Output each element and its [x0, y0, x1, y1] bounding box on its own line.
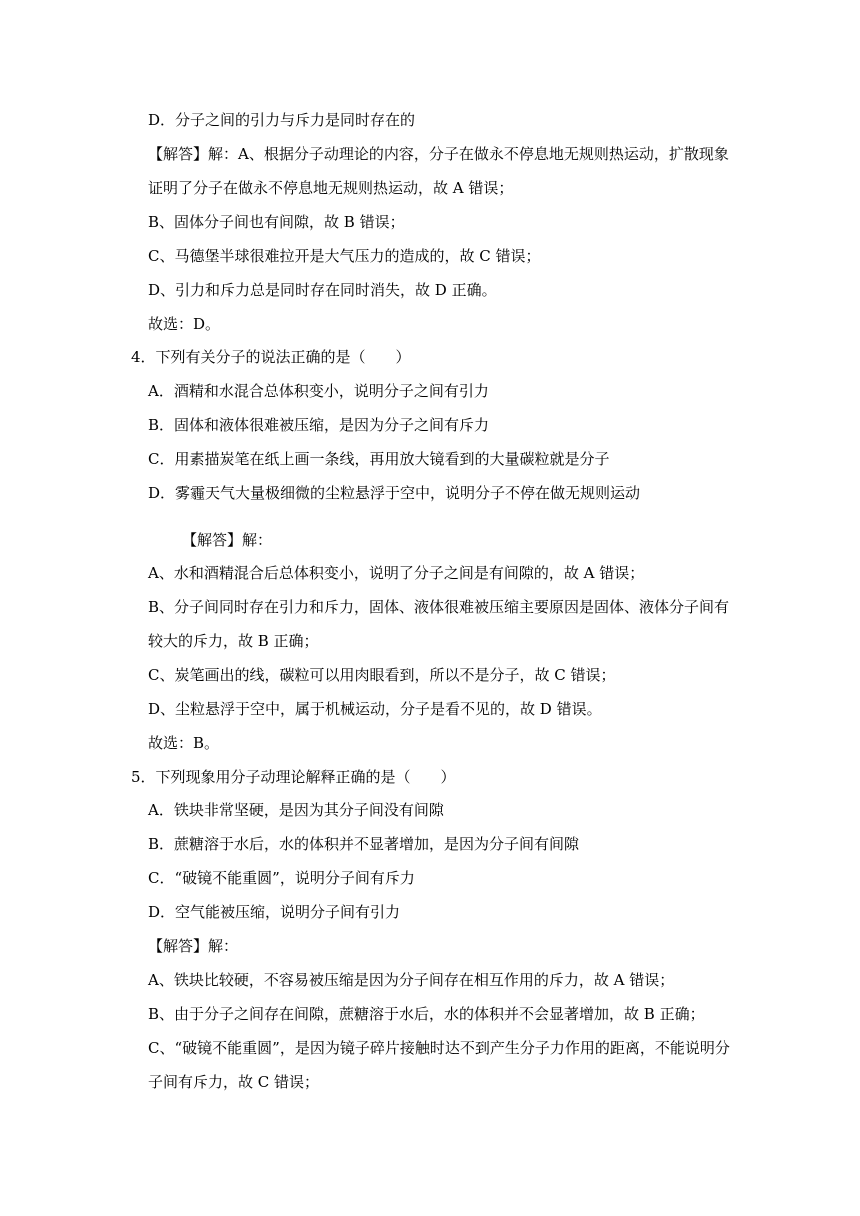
q5-stem: 5．下列现象用分子动理论解释正确的是（ ） [131, 768, 456, 786]
q5-answer-a: A、铁块比较硬，不容易被压缩是因为分子间存在相互作用的斥力，故 A 错误； [148, 971, 675, 989]
q4-option-b: B．固体和液体很难被压缩，是因为分子之间有斥力 [148, 416, 490, 434]
q3-answer-b: B、固体分子间也有间隙，故 B 错误； [148, 213, 405, 231]
q3-answer-line2: 证明了分子在做永不停息地无规则热运动，故 A 错误； [148, 179, 514, 197]
q4-option-c: C．用素描炭笔在纸上画一条线，再用放大镜看到的大量碳粒就是分子 [148, 450, 610, 468]
q5-answer-c1: C、“破镜不能重圆”，是因为镜子碎片接触时达不到产生分子力作用的距离，不能说明分 [148, 1039, 730, 1057]
q4-option-d: D．雾霾天气大量极细微的尘粒悬浮于空中，说明分子不停在做无规则运动 [148, 484, 641, 502]
q3-answer-c: C、马德堡半球很难拉开是大气压力的造成的，故 C 错误； [148, 247, 541, 265]
q5-option-c: C．“破镜不能重圆”，说明分子间有斥力 [148, 869, 415, 887]
q4-answer-c: C、炭笔画出的线，碳粒可以用肉眼看到，所以不是分子，故 C 错误； [148, 666, 616, 684]
q3-answer-d: D、引力和斥力总是同时存在同时消失，故 D 正确。 [148, 281, 497, 299]
q4-answer-header: 【解答】解： [182, 531, 273, 549]
q4-answer-a: A、水和酒精混合后总体积变小，说明了分子之间是有间隙的，故 A 错误； [148, 564, 645, 582]
q5-answer-b: B、由于分子之间存在间隙，蔗糖溶于水后，水的体积并不会显著增加，故 B 正确； [148, 1005, 705, 1023]
q3-answer-line1: 【解答】解：A、根据分子动理论的内容，分子在做永不停息地无规则热运动，扩散现象 [148, 145, 729, 163]
q4-option-a: A．酒精和水混合总体积变小，说明分子之间有引力 [148, 382, 489, 400]
q5-answer-header: 【解答】解： [148, 937, 239, 955]
q5-answer-c2: 子间有斥力，故 C 错误； [148, 1073, 320, 1091]
q3-option-d: D．分子之间的引力与斥力是同时存在的 [148, 111, 416, 129]
q4-stem: 4．下列有关分子的说法正确的是（ ） [131, 348, 411, 366]
q3-choice: 故选：D。 [148, 315, 221, 333]
q4-answer-b2: 较大的斥力，故 B 正确； [148, 632, 319, 650]
q5-option-a: A．铁块非常坚硬，是因为其分子间没有间隙 [148, 801, 444, 819]
q4-answer-d: D、尘粒悬浮于空中，属于机械运动，分子是看不见的，故 D 错误。 [148, 700, 602, 718]
q4-answer-b1: B、分子间同时存在引力和斥力，固体、液体很难被压缩主要原因是固体、液体分子间有 [148, 598, 730, 616]
q5-option-d: D．空气能被压缩，说明分子间有引力 [148, 903, 401, 921]
q4-choice: 故选：B。 [148, 734, 220, 752]
q5-option-b: B．蔗糖溶于水后，水的体积并不显著增加，是因为分子间有间隙 [148, 835, 580, 853]
